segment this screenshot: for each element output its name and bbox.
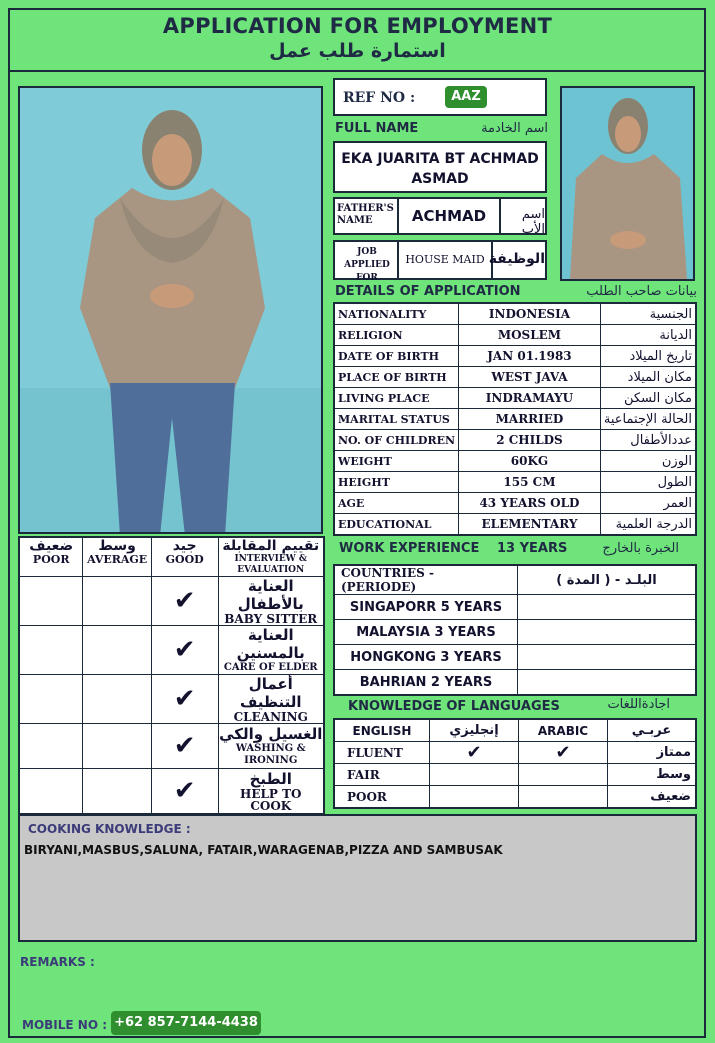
skill-poor-cell (19, 626, 83, 675)
detail-key-arabic: الحالة الإجتماعية (600, 409, 696, 430)
languages-table (333, 718, 697, 809)
details-row (334, 493, 696, 514)
work-country: BAHRIAN 2 YEARS (334, 670, 518, 696)
skills-header-en: POOR (32, 553, 70, 566)
english-level-cell: ✔ (430, 742, 519, 764)
cooking-label: COOKING KNOWLEDGE : (28, 822, 191, 836)
divider (397, 199, 399, 233)
father-label-arabic: اسم الأب (521, 207, 545, 237)
detail-key: NO. OF CHILDREN (334, 430, 459, 451)
detail-key-arabic: الطول (600, 472, 696, 493)
detail-value: ELEMENTARY (459, 514, 601, 536)
full-name-label: FULL NAME (335, 121, 419, 136)
work-empty-cell (518, 645, 697, 670)
job-label: JOB APPLIED FOR (344, 247, 390, 283)
work-row (334, 670, 696, 696)
detail-value: JAN 01.1983 (459, 346, 601, 367)
details-row (334, 430, 696, 451)
detail-key: EDUCATIONAL (334, 514, 459, 536)
detail-key: DATE OF BIRTH (334, 346, 459, 367)
detail-key: LIVING PLACE (334, 388, 459, 409)
detail-key: MARITAL STATUS (334, 409, 459, 430)
arabic-level-cell (519, 764, 608, 786)
skill-name-cell (218, 675, 324, 724)
skills-row (19, 675, 324, 724)
arabic-level-cell (519, 786, 608, 809)
work-country: HONGKONG 3 YEARS (334, 645, 518, 670)
mobile-label: MOBILE NO : (22, 1018, 107, 1032)
work-label-arabic: الخبرة بالخارج (602, 541, 679, 556)
checkmark-icon: ✔ (173, 731, 196, 761)
skill-name-en: WASHING & IRONING (235, 743, 306, 766)
skill-poor-cell (19, 577, 83, 626)
skills-header-en: AVERAGE (87, 553, 148, 566)
detail-value: WEST JAVA (459, 367, 601, 388)
detail-key-arabic: العمر (600, 493, 696, 514)
skill-good-cell (151, 724, 218, 769)
ref-value-badge: AAZ (445, 86, 487, 108)
skill-name-ar: العناية بالمسنين (236, 626, 305, 662)
checkmark-icon: ✔ (173, 586, 196, 616)
detail-key-arabic: عددالأطفال (600, 430, 696, 451)
work-row (334, 595, 696, 620)
details-row (334, 514, 696, 536)
title-divider (8, 70, 706, 72)
detail-value: 2 CHILDS (459, 430, 601, 451)
detail-key: RELIGION (334, 325, 459, 346)
detail-value: 155 CM (459, 472, 601, 493)
work-country: MALAYSIA 3 YEARS (334, 620, 518, 645)
skill-poor-cell (19, 675, 83, 724)
skills-header-ar: تقييم المقابلة (222, 538, 320, 554)
detail-key: HEIGHT (334, 472, 459, 493)
details-label: DETAILS OF APPLICATION (335, 284, 521, 299)
work-row (334, 645, 696, 670)
job-value: HOUSE MAID (405, 253, 485, 266)
skills-row (19, 769, 324, 815)
languages-row (334, 742, 696, 764)
ref-label: REF NO : (343, 90, 416, 106)
cooking-box (18, 814, 697, 942)
father-label: FATHER'S NAME (337, 203, 394, 226)
language-level: FLUENT (334, 742, 430, 764)
skill-average-cell (83, 724, 151, 769)
skill-name-en: HELP TO COOK (240, 787, 302, 813)
mobile-value[interactable]: +62 857-7144-4438 (111, 1011, 261, 1035)
page-title-arabic: استمارة طلب عمل (269, 40, 446, 62)
ref-box (333, 78, 547, 116)
skill-name-en: CARE OF ELDER (223, 662, 318, 673)
skill-name-cell (218, 626, 324, 675)
languages-header-cell: ARABIC (519, 719, 608, 742)
english-level-cell (430, 786, 519, 809)
languages-header-cell: إنجليزي (430, 719, 519, 742)
skill-name-ar: الغسيل والكي (219, 725, 323, 743)
skill-average-cell (83, 577, 151, 626)
details-row (334, 367, 696, 388)
skill-average-cell (83, 626, 151, 675)
skills-header-en: GOOD (165, 553, 204, 566)
skills-header-cell (19, 537, 83, 577)
skill-name-ar: الطبخ (249, 770, 292, 788)
skill-name-ar: العناية بالأطفال (237, 577, 304, 613)
job-label-arabic: الوظيفة (488, 251, 545, 267)
checkmark-icon: ✔ (173, 684, 196, 714)
language-level-arabic: ضعيف (608, 786, 697, 809)
skills-row (19, 724, 324, 769)
details-row (334, 388, 696, 409)
detail-key: PLACE OF BIRTH (334, 367, 459, 388)
details-table (333, 302, 697, 536)
detail-key-arabic: الدرجة العلمية (600, 514, 696, 536)
arabic-level-cell: ✔ (519, 742, 608, 764)
skills-header-cell (151, 537, 218, 577)
work-empty-cell (518, 595, 697, 620)
details-row (334, 472, 696, 493)
languages-header-cell: عربـي (608, 719, 697, 742)
skills-header-ar: وسط (98, 538, 136, 554)
portrait-photo (560, 86, 695, 281)
detail-value: INDONESIA (459, 303, 601, 325)
detail-value: 60KG (459, 451, 601, 472)
languages-header-cell: ENGLISH (334, 719, 430, 742)
english-level-cell (430, 764, 519, 786)
work-header-row (334, 565, 696, 595)
page-title: APPLICATION FOR EMPLOYMENT (162, 14, 553, 38)
full-name-box (333, 141, 547, 193)
work-experience-label: WORK EXPERIENCE (339, 541, 480, 556)
detail-key: WEIGHT (334, 451, 459, 472)
languages-row (334, 786, 696, 809)
languages-label: KNOWLEDGE OF LANGUAGES (348, 699, 560, 714)
skill-name-cell (218, 577, 324, 626)
skills-header-ar: جيد (172, 538, 197, 554)
details-label-arabic: بيانات صاحب الطلب (586, 284, 697, 299)
skill-name-cell (218, 724, 324, 769)
work-row (334, 620, 696, 645)
work-col-countries: COUNTRIES - (PERIODE) (334, 565, 518, 595)
details-row (334, 303, 696, 325)
full-name-label-arabic: اسم الخادمة (481, 121, 548, 136)
work-col-arabic: البلـد - ( المدة ) (518, 565, 697, 595)
checkmark-icon: ✔ (173, 776, 196, 806)
skills-header-cell (218, 537, 324, 577)
language-level: POOR (334, 786, 430, 809)
detail-value: INDRAMAYU (459, 388, 601, 409)
skills-row (19, 626, 324, 675)
skills-header-en: INTERVIEW & EVALUATION (234, 554, 308, 575)
skills-header-row (19, 537, 324, 577)
skill-poor-cell (19, 724, 83, 769)
languages-header-row (334, 719, 696, 742)
skill-average-cell (83, 769, 151, 815)
details-row (334, 451, 696, 472)
skills-table (18, 536, 325, 815)
skill-name-ar: أعمال التنظيف (239, 675, 302, 711)
detail-value: MARRIED (459, 409, 601, 430)
detail-key-arabic: الديانة (600, 325, 696, 346)
detail-value: MOSLEM (459, 325, 601, 346)
language-level: FAIR (334, 764, 430, 786)
skill-good-cell (151, 769, 218, 815)
skill-good-cell (151, 626, 218, 675)
full-body-photo (18, 86, 323, 534)
detail-key-arabic: تاريخ الميلاد (600, 346, 696, 367)
languages-row (334, 764, 696, 786)
skill-name-en: BABY SITTER (224, 612, 318, 626)
work-table (333, 564, 697, 696)
skill-good-cell (151, 675, 218, 724)
work-years: 13 YEARS (497, 541, 568, 556)
skill-average-cell (83, 675, 151, 724)
details-row (334, 325, 696, 346)
skill-poor-cell (19, 769, 83, 815)
detail-key: AGE (334, 493, 459, 514)
detail-value: 43 YEARS OLD (459, 493, 601, 514)
detail-key: NATIONALITY (334, 303, 459, 325)
full-name-value: EKA JUARITA BT ACHMAD ASMAD (341, 151, 539, 187)
cooking-value: BIRYANI,MASBUS,SALUNA, FATAIR,WARAGENAB,PIZZA AND SAMBUSAK (24, 843, 503, 857)
work-country: SINGAPORR 5 YEARS (334, 595, 518, 620)
skills-header-ar: ضعيف (29, 538, 74, 554)
work-empty-cell (518, 670, 697, 696)
skills-header-cell (83, 537, 151, 577)
detail-key-arabic: مكان السكن (600, 388, 696, 409)
father-box (333, 197, 547, 235)
languages-label-arabic: اجادةاللغات (607, 697, 670, 712)
father-value: ACHMAD (411, 207, 487, 225)
details-row (334, 409, 696, 430)
detail-key-arabic: الوزن (600, 451, 696, 472)
work-empty-cell (518, 620, 697, 645)
details-row (334, 346, 696, 367)
detail-key-arabic: الجنسية (600, 303, 696, 325)
person-figure (20, 88, 323, 534)
portrait-figure (562, 88, 693, 279)
remarks-label: REMARKS : (20, 955, 95, 969)
skill-name-en: CLEANING (233, 710, 308, 724)
checkmark-icon: ✔ (173, 635, 196, 665)
skill-good-cell (151, 577, 218, 626)
detail-key-arabic: مكان الميلاد (600, 367, 696, 388)
skill-name-cell (218, 769, 324, 815)
skills-row (19, 577, 324, 626)
language-level-arabic: ممتاز (608, 742, 697, 764)
divider (499, 199, 501, 233)
job-box (333, 240, 547, 283)
language-level-arabic: وسط (608, 764, 697, 786)
